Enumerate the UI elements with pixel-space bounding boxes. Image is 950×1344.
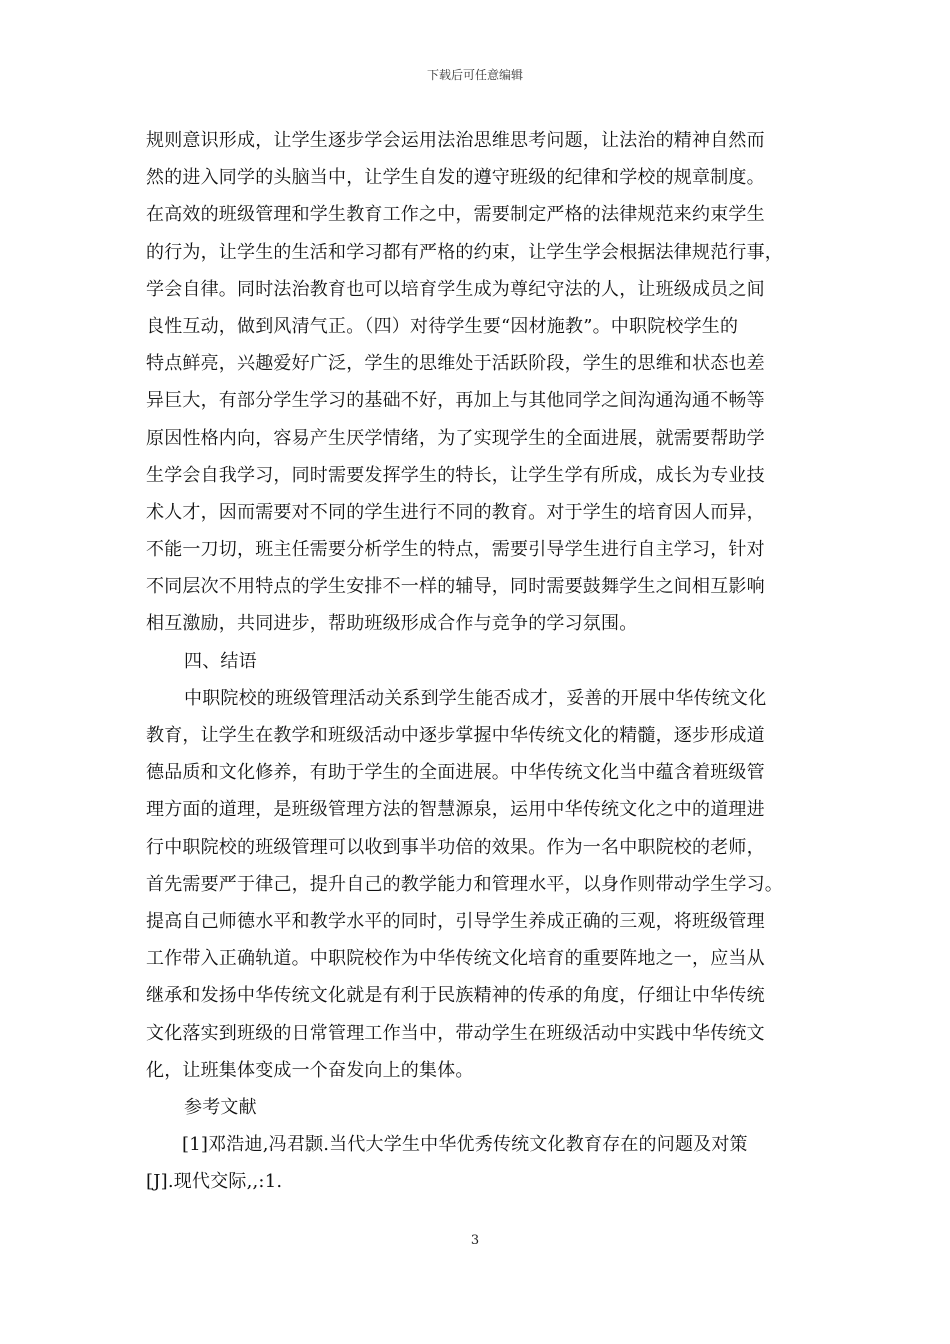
conclusion-paragraph bbox=[146, 680, 806, 1089]
text-line: 行中职院校的班级管理可以收到事半功倍的效果。作为一名中职院校的老师， bbox=[146, 836, 765, 858]
page-number: 3 bbox=[470, 1233, 480, 1248]
section-heading: 四、结语 bbox=[184, 650, 257, 672]
text-line: 化，让班集体变成一个奋发向上的集体。 bbox=[146, 1059, 474, 1081]
text-line: 德品质和文化修养，有助于学生的全面进展。中华传统文化当中蕴含着班级管 bbox=[146, 762, 765, 784]
text-line: 然的进入同学的头脑当中，让学生自发的遵守班级的纪律和学校的规章制度。 bbox=[146, 167, 765, 189]
text-line: [J].现代交际,,:1. bbox=[146, 1171, 283, 1193]
text-line: 不能一刀切，班主任需要分析学生的特点，需要引导学生进行自主学习，针对 bbox=[146, 539, 765, 561]
text-line: 继承和发扬中华传统文化就是有利于民族精神的传承的角度，仔细让中华传统 bbox=[146, 985, 765, 1007]
text-line: 文化落实到班级的日常管理工作当中，带动学生在班级活动中实践中华传统文 bbox=[146, 1022, 765, 1044]
text-line: 教育，让学生在教学和班级活动中逐步掌握中华传统文化的精髓，逐步形成道 bbox=[146, 725, 765, 746]
text-line: 的行为，让学生的生活和学习都有严格的约束，让学生学会根据法律规范行事， bbox=[146, 241, 783, 263]
text-line: 首先需要严于律己，提升自己的教学能力和管理水平，以身作则带动学生学习。 bbox=[146, 873, 783, 895]
text-line: 工作带入正确轨道。中职院校作为中华传统文化培育的重要阵地之一，应当从 bbox=[146, 948, 765, 970]
references-heading: 参考文献 bbox=[184, 1096, 257, 1118]
text-line: 特点鲜亮，兴趣爱好广泛，学生的思维处于活跃阶段，学生的思维和状态也差 bbox=[146, 353, 765, 375]
page-header: 下载后可任意编辑 bbox=[426, 68, 523, 82]
text-line: 生学会自我学习，同时需要发挥学生的特长，让学生学有所成，成长为专业技 bbox=[146, 464, 765, 486]
text-line: 原因性格内向，容易产生厌学情绪，为了实现学生的全面进展，就需要帮助学 bbox=[146, 427, 765, 449]
text-line: 中职院校的班级管理活动关系到学生能否成才，妥善的开展中华传统文化 bbox=[184, 687, 767, 709]
text-line: 不同层次不用特点的学生安排不一样的辅导，同时需要鼓舞学生之间相互影响 bbox=[146, 576, 765, 598]
text-line: 理方面的道理，是班级管理方法的智慧源泉，运用中华传统文化之中的道理进 bbox=[146, 799, 765, 821]
text-line: 异巨大，有部分学生学习的基础不好，再加上与其他同学之间沟通沟通不畅等 bbox=[146, 390, 765, 412]
document-body bbox=[146, 122, 806, 1200]
text-line: [1]邓浩迪,冯君颢.当代大学生中华优秀传统文化教育存在的问题及对策 bbox=[182, 1134, 748, 1156]
text-line: 学会自律。同时法治教育也可以培育学生成为尊纪守法的人，让班级成员之间 bbox=[146, 278, 765, 300]
text-line: 术人才，因而需要对不同的学生进行不同的教育。对于学生的培育因人而异， bbox=[146, 501, 765, 523]
text-line: 规则意识形成，让学生逐步学会运用法治思维思考问题，让法治的精神自然而 bbox=[146, 130, 765, 151]
body-paragraph bbox=[146, 122, 806, 643]
text-line: 在高效的班级管理和学生教育工作之中，需要制定严格的法律规范来约束学生 bbox=[146, 204, 765, 226]
reference-entry bbox=[146, 1126, 806, 1200]
text-line: 提高自己师德水平和教学水平的同时，引导学生养成正确的三观，将班级管理 bbox=[146, 910, 765, 932]
text-line: 相互激励，共同进步，帮助班级形成合作与竞争的学习氛围。 bbox=[146, 613, 638, 635]
text-line: 良性互动，做到风清气正。（四）对待学生要“因材施教”。中职院校学生的 bbox=[146, 315, 739, 337]
